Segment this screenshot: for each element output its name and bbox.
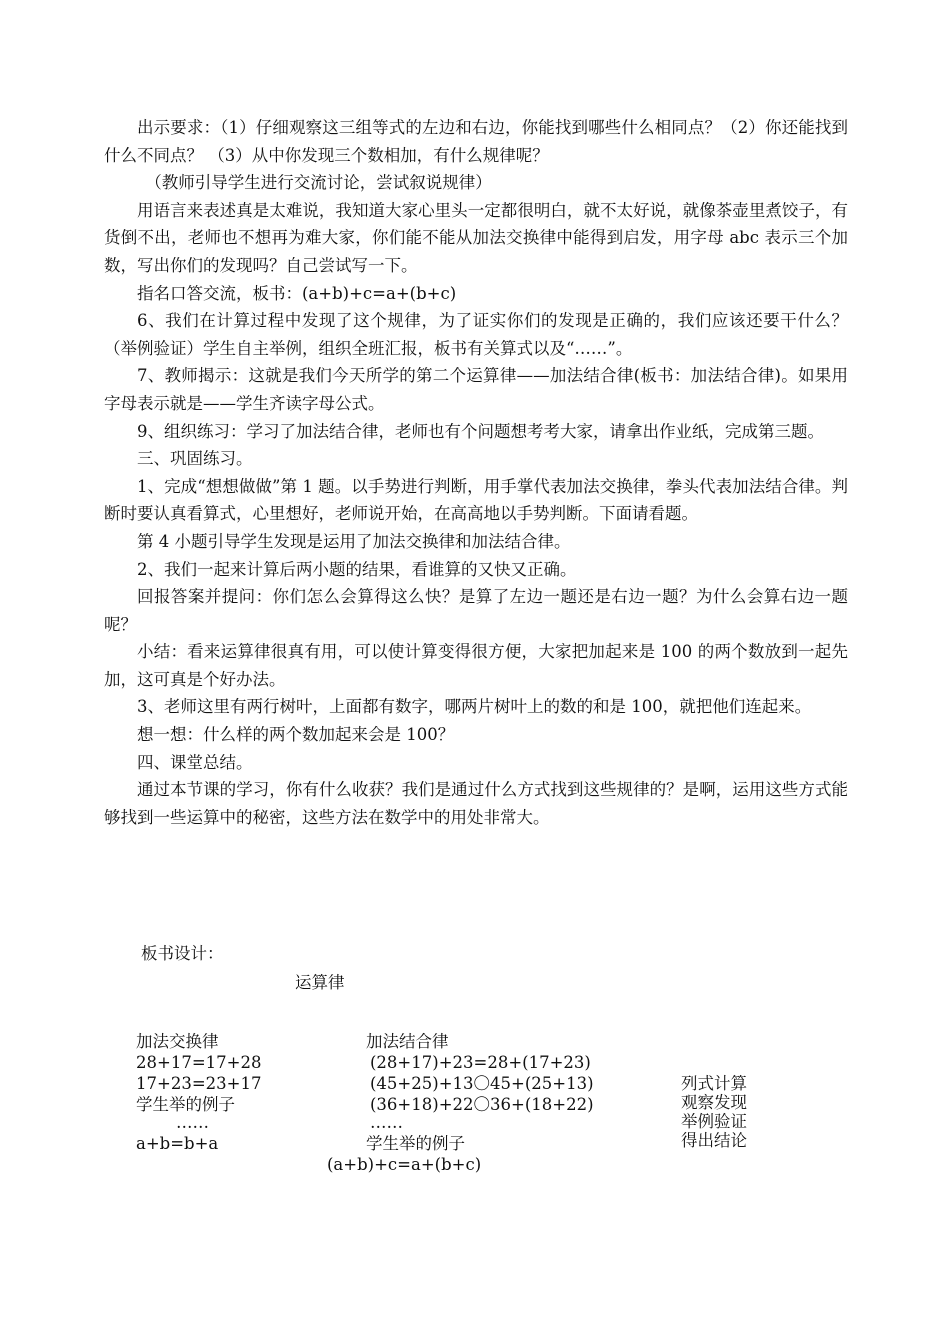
paragraph-answer: 指名口答交流，板书：(a+b)+c=a+(b+c) (137, 283, 457, 303)
section-heading-summary: 四、课堂总结。 (137, 752, 253, 772)
paragraph-summary: 小结：看来运算律很真有用，可以使计算变得很方便，大家把加起来是 100 的两个数放到一起先加，这可真是个好办法。 (104, 642, 848, 689)
paragraph-requirements: 出示要求：（1）仔细观察这三组等式的左边和右边，你能找到哪些什么相同点？（2）你还能找到什么不同点？ （3）从中你发现三个数相加，有什么规律呢？ (104, 118, 848, 165)
method-step: 举例验证 (681, 1112, 747, 1131)
method-step: 列式计算 (681, 1074, 747, 1093)
commutative-line: 17+23=23+17 (136, 1074, 262, 1093)
paragraph-step-9: 9、组织练习：学习了加法结合律，老师也有个问题想考考大家，请拿出作业纸，完成第三题。 (137, 421, 824, 441)
section-heading-practice: 三、巩固练习。 (137, 449, 253, 469)
paragraph-step-7: 7、教师揭示：这就是我们今天所学的第二个运算律——加法结合律(板书：加法结合律)。如果用字母表示就是——学生齐读字母公式。 (104, 366, 848, 413)
commutative-line: 28+17=17+28 (136, 1053, 262, 1072)
paragraph-practice-3: 3、老师这里有两行树叶，上面都有数字，哪两片树叶上的数的和是 100，就把他们连起来。 (137, 697, 812, 717)
associative-formula: (a+b)+c=a+(b+c) (327, 1155, 482, 1174)
associative-line: (45+25)+13〇45+(25+13) (370, 1074, 594, 1093)
associative-ellipsis: …… (370, 1113, 403, 1132)
associative-line: (36+18)+22〇36+(18+22) (370, 1095, 594, 1114)
method-step: 得出结论 (681, 1131, 747, 1150)
commutative-formula: a+b=b+a (136, 1134, 219, 1153)
commutative-title: 加法交换律 (136, 1032, 219, 1051)
board-title: 运算律 (295, 973, 345, 992)
board-heading: 板书设计： (141, 944, 224, 963)
paragraph-conclusion: 通过本节课的学习，你有什么收获？我们是通过什么方式找到这些规律的？是啊，运用这些方式能够找到一些运算中的秘密，这些方法在数学中的用处非常大。 (104, 780, 848, 827)
method-step: 观察发现 (681, 1093, 747, 1112)
paragraph-practice-1: 1、完成“想想做做”第 1 题。以手势进行判断，用手掌代表加法交换律，拳头代表加法结合律。判断时要认真看算式，心里想好，老师说开始，在高高地以手势判断。下面请看题。 (104, 476, 848, 524)
commutative-ellipsis: …… (176, 1113, 209, 1132)
paragraph-feedback: 回报答案并提问：你们怎么会算得这么快？是算了左边一题还是右边一题？为什么会算右边一题呢？ (104, 587, 848, 634)
associative-title: 加法结合律 (366, 1032, 449, 1051)
associative-line: (28+17)+23=28+(17+23) (370, 1053, 591, 1072)
paragraph-think: 想一想：什么样的两个数加起来会是 100？ (137, 725, 455, 745)
paragraph-language: 用语言来表述真是太难说，我知道大家心里头一定都很明白，就不太好说，就像茶壶里煮饺子，有货倒不出，老师也不想再为难大家，你们能不能从加法交换律中能得到启发，用字母 abc 表示三个加数，写出你们的发现吗？自己尝试写一下。 (104, 200, 848, 275)
associative-examples: 学生举的例子 (366, 1134, 465, 1153)
paragraph-teacher-guide: （教师引导学生进行交流讨论，尝试叙说规律） (145, 173, 492, 193)
paragraph-step-6: 6、我们在计算过程中发现了这个规律，为了证实你们的发现是正确的，我们应该还要干什么？（举例验证）学生自主举例，组织全班汇报，板书有关算式以及“……”。 (104, 311, 848, 358)
commutative-line: 学生举的例子 (136, 1095, 235, 1114)
paragraph-practice-2: 2、我们一起来计算后两小题的结果，看谁算的又快又正确。 (137, 559, 577, 579)
paragraph-practice-4: 第 4 小题引导学生发现是运用了加法交换律和加法结合律。 (137, 531, 571, 551)
